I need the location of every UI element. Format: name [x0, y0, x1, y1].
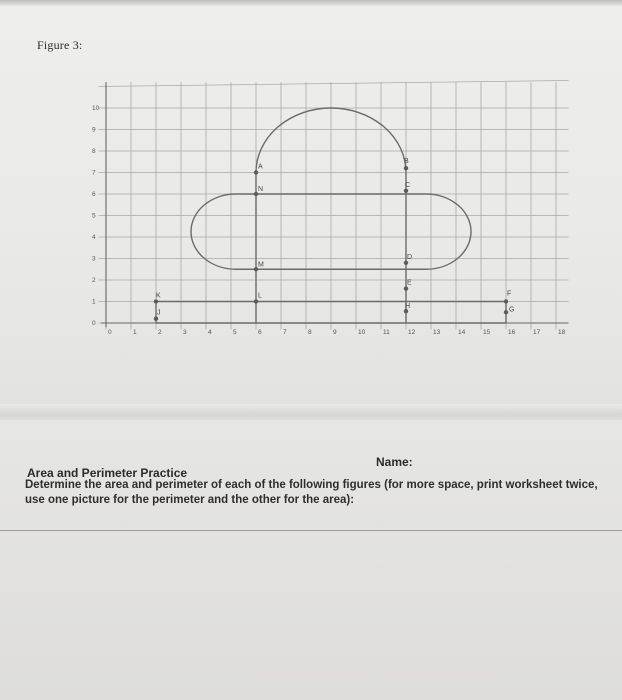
name-label: Name: [376, 455, 413, 469]
divider-line [0, 530, 622, 531]
y-tick-label: 6 [92, 191, 96, 198]
y-tick-labels [92, 105, 100, 327]
x-tick-label: 2 [158, 329, 162, 336]
point-h-label: H [405, 303, 411, 311]
grid-lines [99, 81, 569, 330]
x-tick-label: 18 [558, 329, 566, 336]
x-tick-label: 15 [483, 329, 491, 336]
point-k-marker [154, 299, 158, 303]
point-f-marker [504, 299, 508, 303]
point-g-marker [504, 310, 508, 314]
point-e-marker [404, 286, 408, 290]
grid-line-horizontal [99, 81, 569, 87]
point-k-label: K [156, 292, 161, 300]
point-c-marker [404, 189, 408, 193]
point-d-label: D [407, 253, 413, 261]
x-tick-label: 11 [383, 329, 390, 336]
x-tick-label: 0 [108, 329, 112, 336]
y-tick-label: 4 [92, 234, 96, 241]
point-m-label: M [258, 261, 264, 269]
worksheet-title: Area and Perimeter Practice [27, 466, 188, 480]
y-tick-label: 0 [92, 320, 96, 327]
labeled-points [154, 158, 515, 321]
x-tick-label: 10 [358, 329, 366, 336]
point-l-marker [254, 299, 258, 303]
right-semicircle [406, 194, 471, 269]
point-a-label: A [258, 163, 263, 171]
x-tick-label: 3 [183, 329, 187, 336]
left-semicircle [191, 194, 256, 269]
point-g-label: G [509, 306, 515, 314]
x-tick-label: 16 [508, 329, 516, 336]
y-tick-label: 10 [92, 105, 100, 112]
y-tick-label: 5 [92, 212, 96, 220]
figure-label: Figure 3: [37, 38, 83, 52]
point-b-label: B [404, 158, 409, 166]
x-tick-label: 4 [208, 329, 212, 336]
point-j-marker [154, 317, 158, 321]
x-tick-label: 7 [283, 329, 287, 336]
point-j-label: J [157, 309, 161, 317]
point-e-label: E [407, 279, 412, 287]
x-tick-label: 1 [133, 329, 137, 336]
worksheet-page-bottom [0, 420, 622, 700]
point-l-label: L [258, 292, 262, 300]
x-tick-label: 9 [333, 329, 337, 336]
point-c-label: C [405, 181, 411, 189]
x-tick-label: 6 [258, 329, 262, 336]
point-n-label: N [258, 186, 264, 193]
x-tick-label: 13 [433, 329, 441, 336]
instructions-text: Determine the area and perimeter of each of the following figures (for more space, print worksheet twice, use one picture for the perimeter and the other for the area): [25, 479, 598, 506]
y-tick-label: 8 [92, 148, 96, 155]
x-tick-label: 14 [458, 329, 466, 336]
y-tick-label: 2 [92, 277, 96, 284]
point-f-label: F [507, 290, 512, 298]
x-tick-label: 5 [233, 329, 237, 336]
point-d-marker [404, 261, 408, 265]
x-tick-label: 17 [533, 329, 541, 336]
y-tick-label: 3 [92, 255, 96, 263]
point-b-marker [404, 166, 408, 170]
axes [101, 82, 569, 327]
x-tick-labels [108, 329, 566, 336]
y-tick-label: 1 [92, 298, 96, 306]
y-tick-label: 7 [92, 169, 96, 177]
y-tick-label: 9 [92, 126, 96, 134]
x-tick-label: 8 [308, 329, 312, 336]
point-a-marker [254, 170, 258, 174]
x-tick-label: 12 [408, 329, 416, 336]
